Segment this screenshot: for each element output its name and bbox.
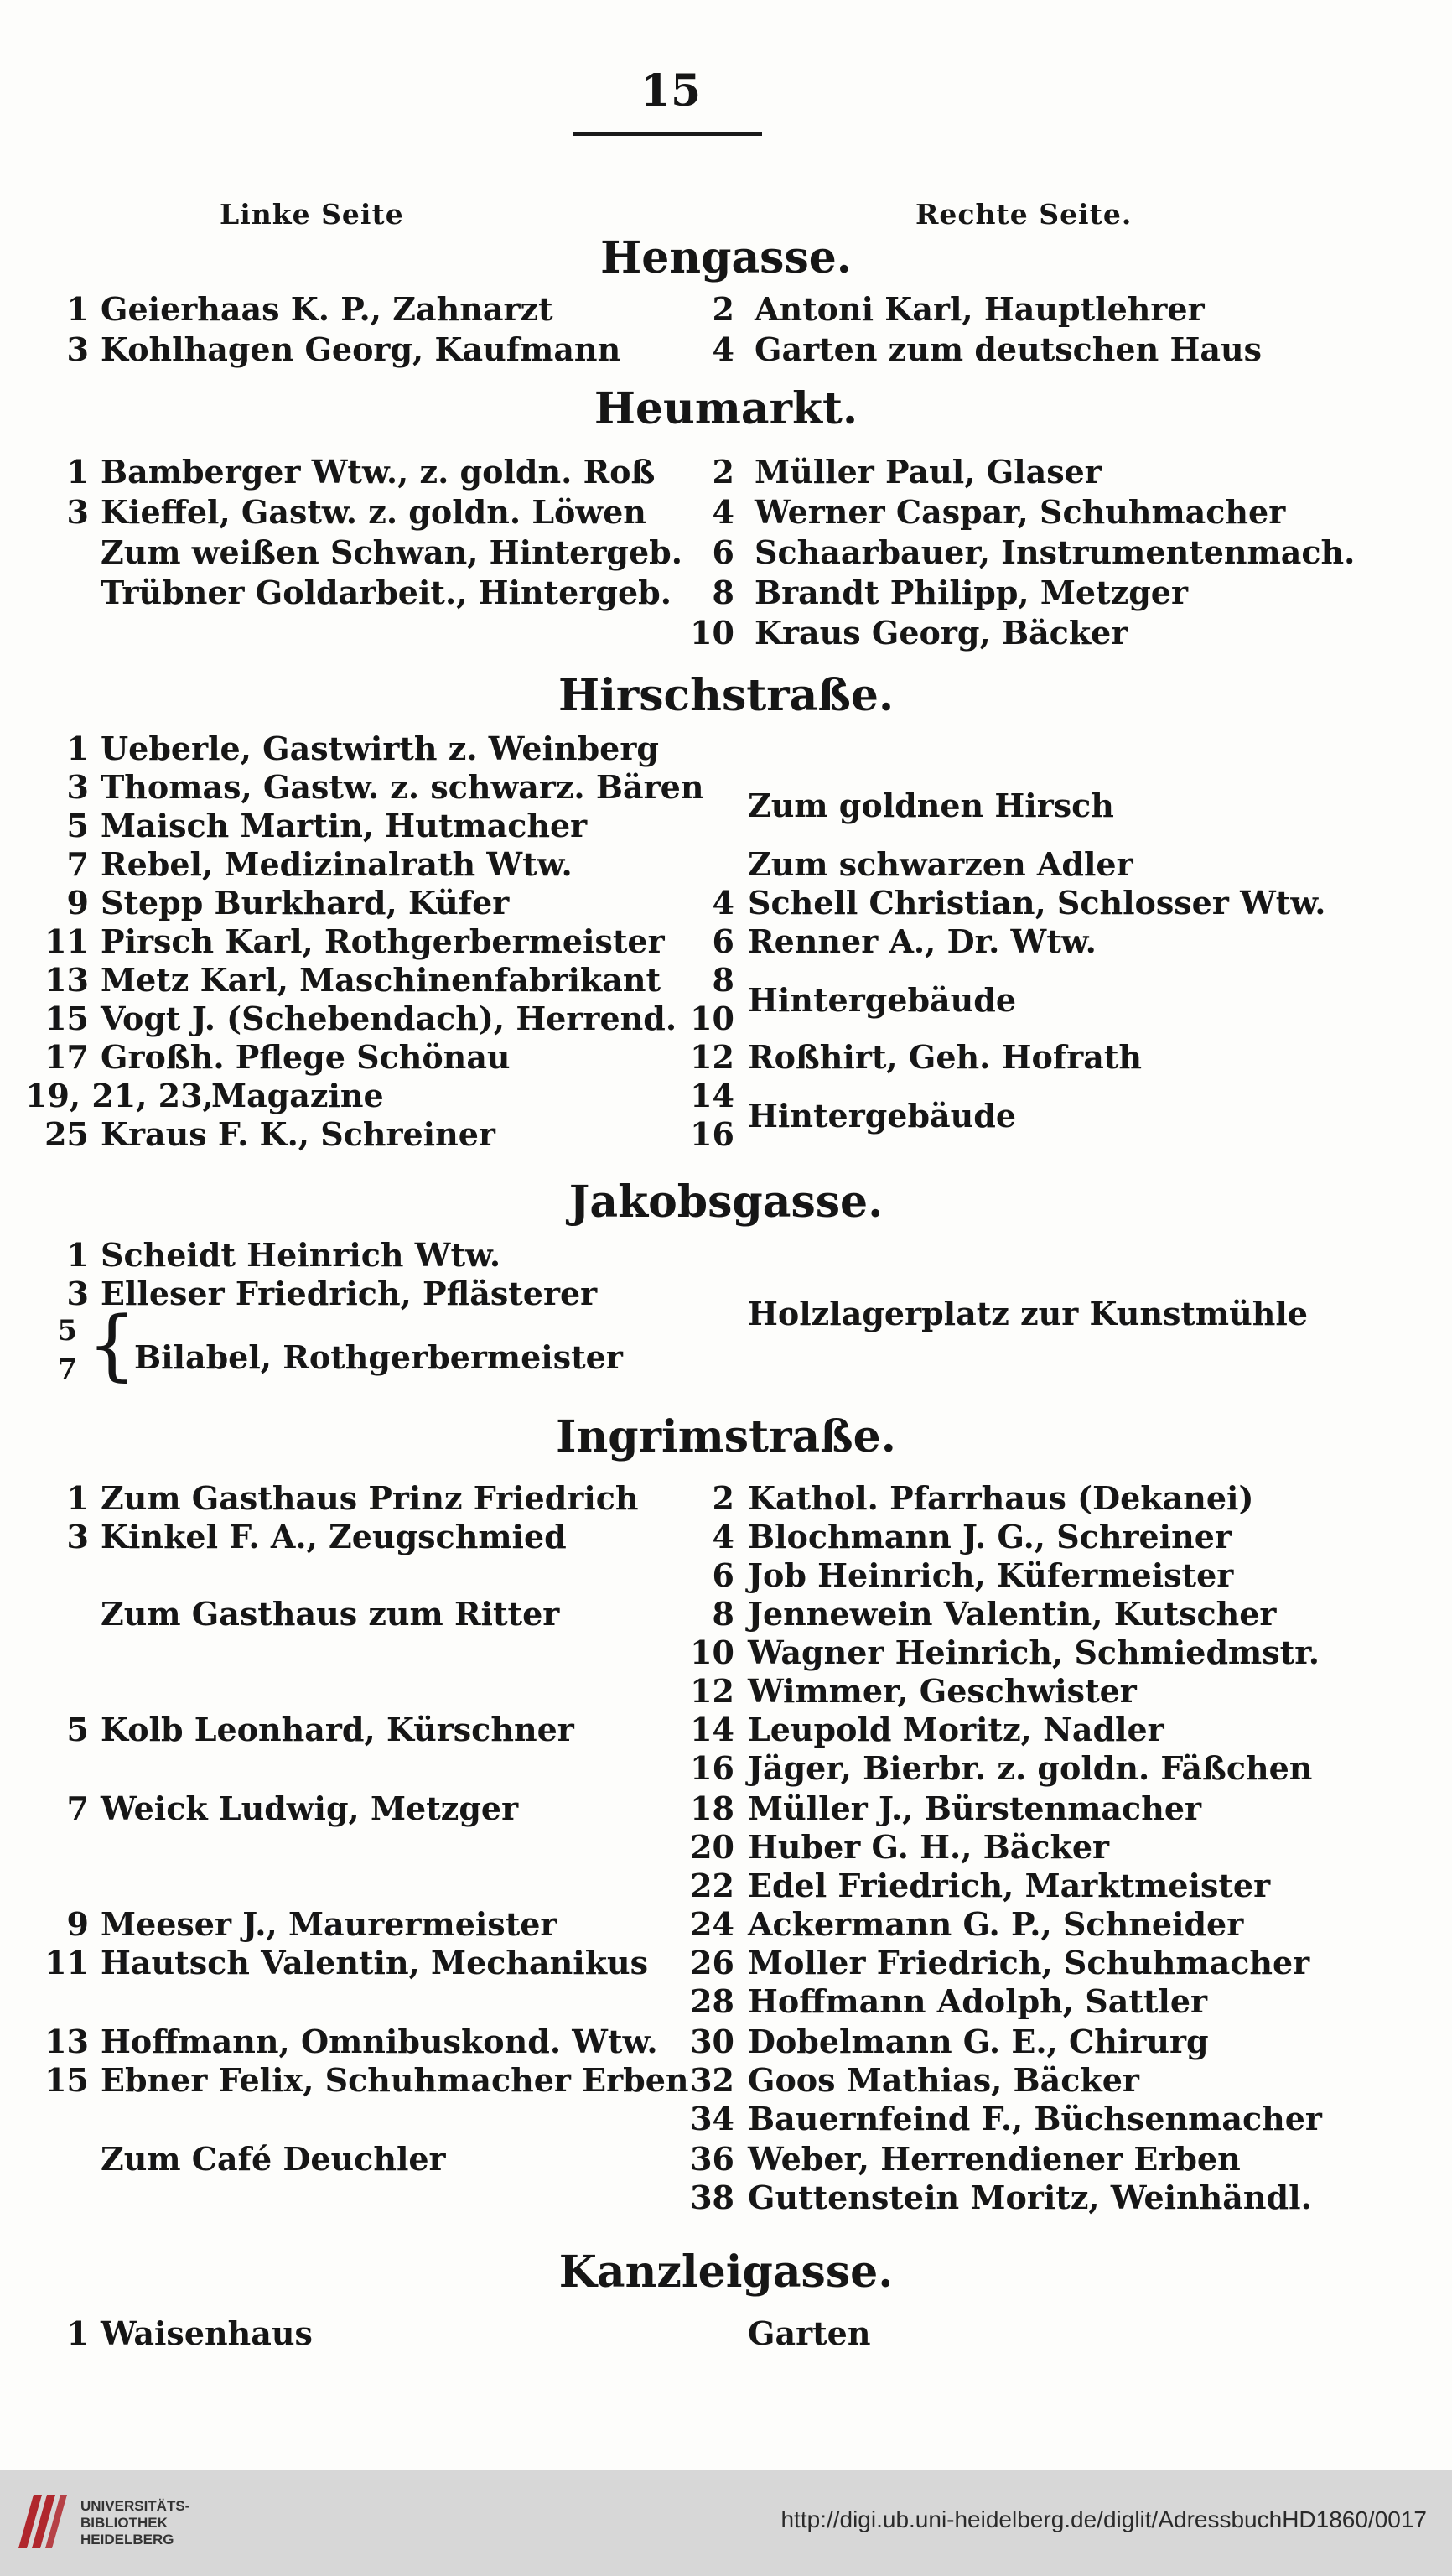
directory-row — [0, 1236, 1452, 1275]
resident-right: Zum goldnen Hirsch — [748, 787, 1114, 824]
resident-left: Kohlhagen Georg, Kaufmann — [101, 330, 621, 368]
resident-left: Ueberle, Gastwirth z. Weinberg — [101, 730, 659, 767]
house-number-right: 22 — [690, 1867, 734, 1904]
resident-right: Edel Friedrich, Marktmeister — [748, 1867, 1271, 1904]
directory-row — [0, 2023, 1452, 2061]
left-side-label: Linke Seite — [220, 198, 404, 231]
directory-row — [0, 1789, 1452, 1828]
resident-left: Magazine — [211, 1077, 384, 1114]
resident-right: Weber, Herrendiener Erben — [748, 2140, 1241, 2178]
resident-left: Elleser Friedrich, Pflästerer — [101, 1275, 598, 1312]
logo-line: UNIVERSITÄTS- — [80, 2498, 190, 2514]
directory-row — [0, 1275, 1452, 1332]
house-number-right: 20 — [690, 1828, 734, 1866]
directory-row — [0, 1828, 1452, 1867]
house-number-right: 14 — [690, 1077, 734, 1114]
house-number-right: 12 — [690, 1672, 734, 1710]
resident-right: Blochmann J. G., Schreiner — [748, 1518, 1232, 1555]
house-number-right: 28 — [690, 1982, 734, 2020]
house-number-left: 7 — [66, 1789, 89, 1827]
resident-left: Maisch Martin, Hutmacher — [101, 807, 588, 844]
resident-right: Schaarbauer, Instrumentenmach. — [755, 533, 1356, 571]
resident-right: Moller Friedrich, Schuhmacher — [748, 1944, 1310, 1981]
house-number-right: 8 — [712, 961, 734, 999]
directory-row — [0, 2314, 1452, 2353]
logo-line: HEIDELBERG — [80, 2532, 174, 2547]
house-number-left: 13 — [44, 961, 89, 999]
resident-right: Huber G. H., Bäcker — [748, 1828, 1110, 1866]
resident-right: Holzlagerplatz zur Kunstmühle — [748, 1295, 1309, 1332]
house-number-left: 3 — [66, 493, 89, 531]
resident-right: Brandt Philipp, Metzger — [755, 574, 1188, 611]
resident-left: Zum Gasthaus zum Ritter — [101, 1595, 560, 1633]
house-number-right: 10 — [690, 614, 734, 652]
house-number-left: 7 — [66, 845, 89, 883]
house-number-right: 30 — [690, 2023, 734, 2060]
resident-left: Trübner Goldarbeit., Hintergeb. — [101, 574, 672, 611]
house-number-right: 4 — [712, 330, 734, 368]
house-number-right: 6 — [712, 533, 734, 571]
resident-right: Bauernfeind F., Büchsenmacher — [748, 2100, 1322, 2137]
directory-row — [0, 845, 1452, 884]
house-number-right: 2 — [712, 453, 734, 491]
house-number-left: 9 — [66, 884, 89, 922]
house-number-left: 1 — [66, 2314, 89, 2352]
directory-row — [0, 922, 1452, 961]
resident-left: Großh. Pflege Schönau — [101, 1038, 511, 1076]
resident-left: Hautsch Valentin, Mechanikus — [101, 1944, 649, 1981]
house-number-right: 36 — [690, 2140, 734, 2178]
directory-row — [0, 1097, 1452, 1154]
resident-right: Garten zum deutschen Haus — [755, 330, 1262, 368]
directory-row — [0, 1595, 1452, 1633]
resident-right: Werner Caspar, Schuhmacher — [755, 493, 1286, 531]
house-number-left: 19, 21, 23, — [25, 1077, 214, 1114]
house-number-left: 11 — [44, 922, 89, 960]
resident-right: Hintergebäude — [748, 981, 1017, 1019]
resident-left: Bilabel, Rothgerbermeister — [134, 1338, 623, 1376]
house-number-left: 25 — [44, 1115, 89, 1153]
house-number-right: 6 — [712, 922, 734, 960]
house-number-right: 14 — [690, 1711, 734, 1748]
house-number-right: 18 — [690, 1789, 734, 1827]
house-number-left: 5 — [66, 807, 89, 844]
house-number-left: 3 — [66, 1275, 89, 1312]
house-number-left: 7 — [57, 1353, 77, 1386]
brace-glyph: { — [87, 1300, 137, 1389]
house-number-left: 11 — [44, 1944, 89, 1981]
house-number-left: 3 — [66, 330, 89, 368]
resident-left: Ebner Felix, Schuhmacher Erben — [101, 2061, 689, 2099]
house-number-left: 1 — [66, 290, 89, 328]
house-number-right: 26 — [690, 1944, 734, 1981]
directory-row — [0, 453, 1452, 491]
directory-row — [0, 2179, 1452, 2217]
directory-row — [0, 807, 1452, 845]
house-number-right: 4 — [712, 493, 734, 531]
directory-row — [0, 330, 1452, 369]
house-number-left: 1 — [66, 730, 89, 767]
directory-row — [0, 533, 1452, 572]
street-heading: Ingrimstraße. — [556, 1411, 896, 1462]
resident-right: Zum schwarzen Adler — [748, 845, 1133, 883]
house-number-right: 6 — [712, 1556, 734, 1594]
house-number-right: 4 — [712, 884, 734, 922]
street-heading: Hengasse. — [600, 232, 852, 283]
footer-bar — [0, 2470, 1452, 2576]
resident-right: Wagner Heinrich, Schmiedmstr. — [748, 1633, 1320, 1671]
resident-left: Waisenhaus — [101, 2314, 313, 2352]
house-number-right: 2 — [712, 1479, 734, 1517]
directory-row — [0, 768, 1452, 824]
resident-right: Hoffmann Adolph, Sattler — [748, 1982, 1208, 2020]
resident-left: Kolb Leonhard, Kürschner — [101, 1711, 574, 1748]
resident-right: Kathol. Pfarrhaus (Dekanei) — [748, 1479, 1254, 1517]
directory-row — [0, 2140, 1452, 2179]
house-number-right: 10 — [690, 1000, 734, 1037]
directory-row — [0, 493, 1452, 532]
house-number-right: 32 — [690, 2061, 734, 2099]
resident-right: Jäger, Bierbr. z. goldn. Fäßchen — [748, 1749, 1313, 1787]
directory-row — [0, 1556, 1452, 1595]
source-url-link[interactable]: http://digi.ub.uni-heidelberg.de/diglit/AdressbuchHD1860/0017 — [780, 2506, 1427, 2532]
directory-row — [0, 1077, 1452, 1115]
resident-right: Hintergebäude — [748, 1097, 1017, 1135]
directory-row — [0, 1038, 1452, 1077]
house-number-left: 3 — [66, 1518, 89, 1555]
house-number-right: 38 — [690, 2179, 734, 2216]
house-number-right: 10 — [690, 1633, 734, 1671]
street-heading: Heumarkt. — [594, 383, 858, 434]
resident-left: Weick Ludwig, Metzger — [101, 1789, 519, 1827]
resident-left: Zum Café Deuchler — [101, 2140, 446, 2178]
resident-right: Roßhirt, Geh. Hofrath — [748, 1038, 1143, 1076]
resident-right: Dobelmann G. E., Chirurg — [748, 2023, 1209, 2060]
right-side-label: Rechte Seite. — [915, 198, 1133, 231]
directory-row — [0, 574, 1452, 612]
directory-row — [0, 290, 1452, 329]
directory-row — [0, 1867, 1452, 1905]
directory-row — [0, 2061, 1452, 2100]
resident-right: Renner A., Dr. Wtw. — [748, 922, 1097, 960]
directory-row — [0, 1479, 1452, 1518]
house-number-left: 3 — [66, 768, 89, 806]
resident-left: Meeser J., Maurermeister — [101, 1905, 557, 1943]
resident-left: Metz Karl, Maschinenfabrikant — [101, 961, 661, 999]
resident-left: Thomas, Gastw. z. schwarz. Bären — [101, 768, 704, 806]
house-number-right: 8 — [712, 574, 734, 611]
page-number-rule — [573, 132, 762, 136]
resident-left: Rebel, Medizinalrath Wtw. — [101, 845, 573, 883]
resident-left: Kinkel F. A., Zeugschmied — [101, 1518, 567, 1555]
house-number-left: 5 — [57, 1314, 77, 1348]
directory-row — [0, 961, 1452, 1000]
resident-left: Geierhaas K. P., Zahnarzt — [101, 290, 553, 328]
resident-right: Ackermann G. P., Schneider — [748, 1905, 1244, 1943]
directory-row — [0, 1749, 1452, 1788]
resident-left: Scheidt Heinrich Wtw. — [101, 1236, 501, 1274]
house-number-left: 9 — [66, 1905, 89, 1943]
resident-left: Vogt J. (Schebendach), Herrend. — [101, 1000, 677, 1037]
directory-row — [0, 981, 1452, 1038]
house-number-left: 17 — [44, 1038, 89, 1076]
resident-left: Zum weißen Schwan, Hintergeb. — [101, 533, 682, 571]
house-number-left: 1 — [66, 1479, 89, 1517]
directory-row — [0, 1905, 1452, 1944]
university-library-logo-icon — [12, 2488, 70, 2555]
directory-row — [0, 1672, 1452, 1711]
directory-row — [0, 614, 1452, 652]
directory-row — [0, 1633, 1452, 1672]
resident-right: Wimmer, Geschwister — [748, 1672, 1137, 1710]
house-number-left: 15 — [44, 2061, 89, 2099]
house-number-right: 8 — [712, 1595, 734, 1633]
directory-row — [0, 2100, 1452, 2138]
resident-left: Zum Gasthaus Prinz Friedrich — [101, 1479, 639, 1517]
house-number-left: 15 — [44, 1000, 89, 1037]
resident-right: Schell Christian, Schlosser Wtw. — [748, 884, 1326, 922]
directory-row — [0, 1982, 1452, 2021]
house-number-right: 4 — [712, 1518, 734, 1555]
resident-right: Müller J., Bürstenmacher — [748, 1789, 1202, 1827]
resident-right: Guttenstein Moritz, Weinhändl. — [748, 2179, 1312, 2216]
resident-right: Jennewein Valentin, Kutscher — [748, 1595, 1277, 1633]
resident-left: Stepp Burkhard, Küfer — [101, 884, 510, 922]
house-number-left: 13 — [44, 2023, 89, 2060]
street-heading: Kanzleigasse. — [558, 2246, 894, 2298]
house-number-right: 12 — [690, 1038, 734, 1076]
directory-row — [0, 1338, 1452, 1389]
directory-row — [0, 1944, 1452, 1982]
resident-left: Kraus F. K., Schreiner — [101, 1115, 495, 1153]
house-number-right: 24 — [690, 1905, 734, 1943]
directory-row — [0, 1711, 1452, 1749]
resident-right: Job Heinrich, Küfermeister — [748, 1556, 1234, 1594]
resident-right: Garten — [748, 2314, 871, 2352]
house-number-left: 1 — [66, 1236, 89, 1274]
resident-right: Goos Mathias, Bäcker — [748, 2061, 1139, 2099]
directory-row — [0, 1518, 1452, 1556]
house-number-right: 34 — [690, 2100, 734, 2137]
house-number-left: 1 — [66, 453, 89, 491]
resident-right: Kraus Georg, Bäcker — [755, 614, 1128, 652]
house-number-right: 16 — [690, 1749, 734, 1787]
directory-row — [0, 884, 1452, 922]
resident-right: Müller Paul, Glaser — [755, 453, 1102, 491]
page-number: 15 — [640, 65, 702, 117]
resident-left: Pirsch Karl, Rothgerbermeister — [101, 922, 665, 960]
resident-left: Bamberger Wtw., z. goldn. Roß — [101, 453, 656, 491]
resident-left: Hoffmann, Omnibuskond. Wtw. — [101, 2023, 658, 2060]
resident-left: Kieffel, Gastw. z. goldn. Löwen — [101, 493, 646, 531]
house-number-right: 2 — [712, 290, 734, 328]
house-number-left: 5 — [66, 1711, 89, 1748]
logo-line: BIBLIOTHEK — [80, 2515, 168, 2531]
resident-right: Antoni Karl, Hauptlehrer — [755, 290, 1205, 328]
street-heading: Jakobsgasse. — [568, 1176, 884, 1228]
street-heading: Hirschstraße. — [557, 670, 895, 721]
house-number-right: 16 — [690, 1115, 734, 1153]
resident-right: Leupold Moritz, Nadler — [748, 1711, 1164, 1748]
directory-row — [0, 730, 1452, 768]
